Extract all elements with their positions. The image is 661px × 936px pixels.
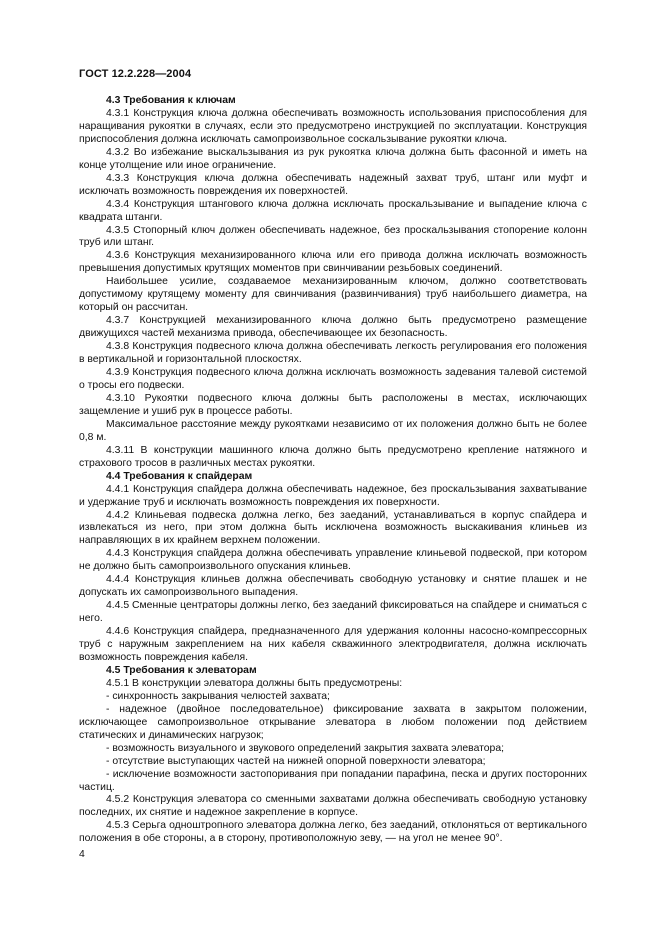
paragraph: 4.5.3 Серьга одноштропного элеватора должна легко, без заеданий, отклоняться от вертикального положения в обе стороны, а в сторону, противоположную зеву, — на угол не менее 90°. — [79, 820, 587, 845]
list-item: - отсутствие выступающих частей на нижней опорной поверхности элеватора; — [106, 755, 486, 767]
paragraph: 4.3.11 В конструкции машинного ключа должно быть предусмотрено крепление натяжного и страхового тросов в различных местах рукоятки. — [79, 444, 587, 469]
paragraph: 4.3.9 Конструкция подвесного ключа должна исключать возможность задевания талевой системой о тросы его подвески. — [79, 367, 587, 391]
paragraph: 4.5.1 В конструкции элеватора должны быть предусмотрены: — [106, 677, 403, 689]
list-item: - надежное (двойное последовательное) фиксирование захвата в закрытом положении, исключающее самопроизвольное открывание элеватора в любом положении под действием статических и динамических нагрузок; — [79, 703, 587, 741]
paragraph: Наибольшее усилие, создаваемое механизированным ключом, должно соответствовать допустимому крутящему моменту для свинчивания (развинчивания) труб наибольшего диаметра, на который он рассчитан. — [79, 276, 587, 314]
paragraph: 4.4.6 Конструкция спайдера, предназначенного для удержания колонны насосно-компрессорных труб с наружным закреплением на них кабеля скважинного электродвигателя, должна исключать возможность повреждения кабеля. — [79, 626, 587, 663]
document-body — [79, 95, 587, 846]
paragraph: 4.4.1 Конструкция спайдера должна обеспечивать надежное, без проскальзывания захватывание и удержание труб и исключать возможность повреждения их поверхности. — [79, 483, 587, 508]
list-item: - исключение возможности застопоривания при попадании парафина, песка и других посторонних частиц. — [79, 768, 587, 793]
list-item: - синхронность закрывания челюстей захвата; — [106, 690, 330, 702]
section-heading: 4.4 Требования к спайдерам — [106, 470, 253, 482]
paragraph: 4.4.4 Конструкция клиньев должна обеспечивать свободную установку и снятие плашек и не допускать их самопроизвольного выпадения. — [79, 574, 587, 599]
paragraph: 4.4.5 Сменные центраторы должны легко, без заеданий фиксироваться на спайдере и сниматься с него. — [79, 600, 587, 625]
section-heading: 4.5 Требования к элеваторам — [106, 664, 257, 676]
paragraph: 4.3.8 Конструкция подвесного ключа должна обеспечивать легкость регулирования его положения в вертикальной и горизонтальной плоскостях. — [79, 341, 587, 366]
paragraph: 4.4.2 Клиньевая подвеска должна легко, без заеданий, устанавливаться в корпус спайдера и извлекаться из него, при этом должна быть исключена возможность выскакивания клиньев из направляющих в их крайнем верхнем положении. — [79, 509, 587, 547]
paragraph: 4.5.2 Конструкция элеватора со сменными захватами должна обеспечивать свободную установку последних, их снятие и надежное закрепление в корпусе. — [79, 794, 587, 819]
paragraph: 4.3.7 Конструкцией механизированного ключа должно быть предусмотрено размещение движущихся частей механизма привода, обеспечивающее их безопасность. — [79, 315, 587, 340]
paragraph: 4.4.3 Конструкция спайдера должна обеспечивать управление клиньевой подвеской, при котором не должно быть самопроизвольного опускания клиньев. — [79, 548, 587, 573]
paragraph: 4.3.10 Рукоятки подвесного ключа должны быть расположены в местах, исключающих защемление и ушиб рук в процессе работы. — [79, 392, 587, 417]
paragraph: 4.3.3 Конструкция ключа должна обеспечивать надежный захват труб, штанг или муфт и исключать возможность повреждения их поверхностей. — [79, 172, 587, 197]
list-item: - возможность визуального и звукового определений закрытия захвата элеватора; — [106, 742, 504, 754]
page-number: 4 — [79, 849, 85, 860]
paragraph: Максимальное расстояние между рукоятками независимо от их положения должно быть не более 0,8 м. — [79, 418, 587, 443]
paragraph: 4.3.6 Конструкция механизированного ключа или его привода должна исключать возможность превышения допустимых крутящих моментов при свинчивании резьбовых соединений. — [79, 250, 587, 275]
section-heading: 4.3 Требования к ключам — [106, 95, 236, 106]
paragraph: 4.3.5 Стопорный ключ должен обеспечивать надежное, без проскальзывания стопорение колонн труб или штанг. — [79, 224, 587, 249]
paragraph: 4.3.4 Конструкция штангового ключа должна исключать проскальзывание и выпадение ключа с квадрата штанги. — [79, 198, 587, 223]
paragraph: 4.3.1 Конструкция ключа должна обеспечивать возможность использования приспособления для наращивания рукоятки в случаях, если это предусмотрено инструкцией по эксплуатации. Конструкция приспособления должна исключать самопроизвольное соскальзывание рукоятки ключа. — [79, 107, 587, 145]
paragraph: 4.3.2 Во избежание выскальзывания из рук рукоятка ключа должна быть фасонной и иметь на конце утолщение или иное ограничение. — [79, 146, 587, 171]
document-header: ГОСТ 12.2.228—2004 — [79, 68, 192, 80]
